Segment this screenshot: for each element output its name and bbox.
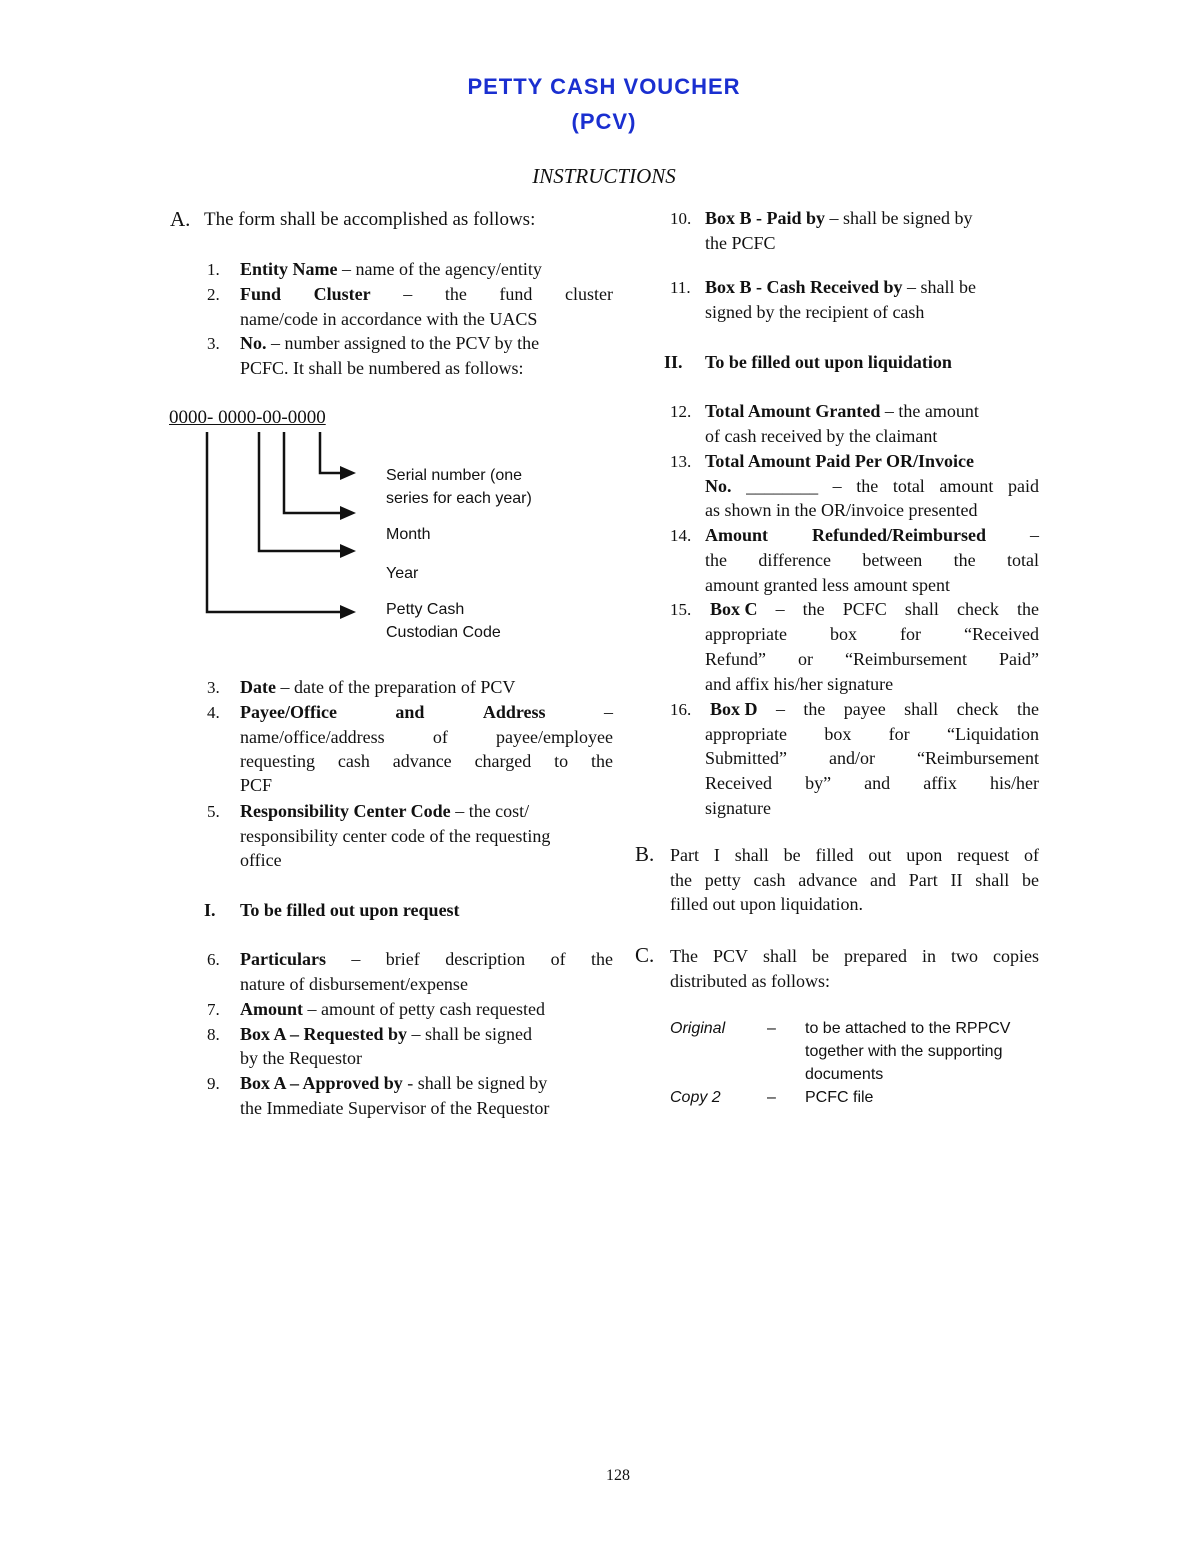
list-item	[240, 997, 545, 1021]
item-term: Amount	[240, 999, 304, 1019]
item-word: brief	[385, 949, 420, 969]
item-number: 4.	[207, 703, 220, 722]
item-term: Date	[240, 677, 276, 697]
item-desc: – shall be	[902, 277, 976, 297]
list-item	[240, 947, 613, 971]
item-continuation: PCF	[240, 775, 273, 795]
item-term: Responsibility Center Code	[240, 801, 451, 821]
copy-label: Copy 2	[670, 1089, 721, 1106]
item-continuation	[705, 771, 1039, 795]
item-word: check	[956, 599, 999, 619]
pcc-arrow-line	[207, 432, 342, 612]
item-word: request	[957, 845, 1010, 865]
list-item	[240, 1071, 547, 1095]
item-word: shall	[975, 870, 1010, 890]
item-number: 6.	[207, 950, 220, 969]
item-word: –	[403, 284, 413, 304]
item-word: total	[1006, 550, 1039, 570]
item-desc: – shall be signed by	[825, 208, 973, 228]
item-word: and	[869, 870, 896, 890]
list-item	[710, 697, 1039, 721]
item-continuation: signed by the recipient of cash	[705, 302, 925, 322]
page-title: PETTY CASH VOUCHER	[467, 74, 741, 99]
item-number: 5.	[207, 802, 220, 821]
item-word: his/her	[990, 773, 1039, 793]
item-term: Address	[482, 702, 546, 722]
list-item	[705, 523, 1039, 547]
section-b-text: filled out upon liquidation.	[670, 894, 863, 914]
copy-desc: together with the supporting	[805, 1043, 1003, 1060]
item-term: No.	[705, 476, 732, 496]
item-word: by”	[805, 773, 832, 793]
item-word: Part	[908, 870, 938, 890]
item-continuation: PCFC. It shall be numbered as follows:	[240, 358, 524, 378]
item-word: shall	[904, 699, 939, 719]
item-term: Fund	[240, 284, 282, 304]
item-number: 9.	[207, 1074, 220, 1093]
item-word: be	[783, 845, 801, 865]
item-word: I	[713, 845, 720, 865]
item-word: cash	[337, 751, 370, 771]
month-label: Month	[386, 526, 431, 543]
item-term: Box A – Requested by	[240, 1024, 408, 1044]
item-word: the	[670, 870, 692, 890]
item-word: –	[1030, 525, 1039, 545]
serial-label: Serial number (one	[386, 467, 523, 484]
item-continuation	[240, 749, 613, 773]
item-term: Payee/Office	[240, 702, 337, 722]
item-word: for	[888, 724, 910, 744]
item-word: fund	[499, 284, 533, 304]
list-item	[705, 399, 979, 423]
section-letter: A.	[170, 207, 191, 231]
item-term: Total Amount Granted	[705, 401, 881, 421]
section-c-text	[670, 944, 1039, 968]
part-number: I.	[204, 900, 216, 920]
item-term: and	[395, 702, 425, 722]
item-word: amount	[939, 476, 994, 496]
item-number: 1.	[207, 260, 220, 279]
item-continuation: the PCFC	[705, 233, 776, 253]
item-number: 10.	[670, 209, 692, 228]
item-word: name/office/address	[240, 727, 385, 747]
item-word: advance	[392, 751, 452, 771]
item-term: Box B - Cash Received by	[705, 277, 903, 297]
item-word: difference	[758, 550, 831, 570]
item-word: shall	[734, 845, 769, 865]
item-continuation: as shown in the OR/invoice presented	[705, 500, 978, 520]
item-word: be	[1021, 870, 1039, 890]
list-item	[240, 799, 529, 823]
item-continuation: office	[240, 850, 282, 870]
page-subtitle: (PCV)	[571, 109, 637, 134]
item-word: The	[670, 946, 698, 966]
number-format: 0000- 0000-00-0000	[169, 407, 326, 428]
item-term: Particulars	[240, 949, 326, 969]
item-word: cash	[753, 870, 786, 890]
item-word: payee	[843, 699, 886, 719]
section-a-text: The form shall be accomplished as follows:	[204, 209, 536, 230]
item-word: of	[1024, 845, 1039, 865]
item-word: the	[802, 599, 825, 619]
item-word: total	[892, 476, 925, 496]
item-word: requesting	[240, 751, 315, 771]
item-term: Box C	[710, 599, 758, 619]
item-word: description	[445, 949, 526, 969]
item-word: charged	[474, 751, 532, 771]
item-continuation: name/code in accordance with the UACS	[240, 309, 538, 329]
item-word: of	[432, 727, 448, 747]
item-word: and/or	[829, 748, 875, 768]
item-word: out	[868, 845, 892, 865]
item-word: the	[856, 476, 879, 496]
item-word: the	[705, 550, 727, 570]
pcc-label: Custodian Code	[386, 624, 501, 641]
copy-dash: –	[767, 1020, 776, 1037]
arrowhead-icon	[340, 544, 356, 558]
list-item	[705, 206, 973, 230]
item-word: II	[950, 870, 963, 890]
item-number: 11.	[670, 278, 691, 297]
copy-desc: documents	[805, 1066, 884, 1083]
item-term: Total Amount Paid Per OR/Invoice	[705, 451, 975, 471]
section-b-text	[670, 843, 1039, 867]
item-number: 14.	[670, 526, 692, 545]
item-word: Received	[705, 773, 772, 793]
item-continuation	[705, 474, 1039, 498]
part-heading: To be filled out upon request	[240, 900, 460, 920]
item-word: the	[953, 550, 976, 570]
item-continuation: the Immediate Supervisor of the Requestor	[240, 1098, 550, 1118]
section-b-text	[670, 868, 1039, 892]
item-word: in	[921, 946, 936, 966]
item-word: PCFC	[842, 599, 887, 619]
section-letter: C.	[635, 943, 655, 967]
item-word: the	[590, 949, 613, 969]
item-word: “Received	[964, 624, 1039, 644]
page-number: 128	[606, 1467, 630, 1484]
section-letter: B.	[635, 842, 655, 866]
part-number: II.	[664, 352, 683, 372]
item-word: PCV	[712, 946, 748, 966]
item-number: 8.	[207, 1025, 220, 1044]
item-word: “Liquidation	[947, 724, 1039, 744]
item-word: the	[1016, 699, 1039, 719]
item-continuation: and affix his/her signature	[705, 674, 894, 694]
item-word: paid	[1007, 476, 1039, 496]
item-term: Box B - Paid by	[705, 208, 826, 228]
section-c-text: distributed as follows:	[670, 971, 830, 991]
list-item	[705, 275, 976, 299]
item-word: Paid”	[999, 649, 1039, 669]
item-continuation: of cash received by the claimant	[705, 426, 938, 446]
year-label: Year	[386, 565, 419, 582]
item-word: appropriate	[705, 624, 787, 644]
item-term: Amount	[705, 525, 769, 545]
item-word: Part	[670, 845, 699, 865]
item-word: copies	[992, 946, 1039, 966]
item-continuation	[705, 548, 1039, 572]
item-number: 15.	[670, 600, 692, 619]
item-word: appropriate	[705, 724, 787, 744]
item-word: box	[829, 624, 857, 644]
item-continuation	[705, 647, 1039, 671]
item-term: Entity Name	[240, 259, 338, 279]
item-continuation: by the Requestor	[240, 1048, 362, 1068]
item-term: No.	[240, 333, 267, 353]
item-word: upon	[906, 845, 943, 865]
item-word: –	[351, 949, 361, 969]
item-continuation: nature of disbursement/expense	[240, 974, 468, 994]
item-word: Submitted”	[705, 748, 787, 768]
arrowhead-icon	[340, 506, 356, 520]
item-continuation	[705, 722, 1039, 746]
item-continuation	[705, 746, 1039, 770]
copy-desc: to be attached to the RPPCV	[805, 1020, 1011, 1037]
copy-desc: PCFC file	[805, 1089, 874, 1106]
item-word: –	[775, 699, 785, 719]
item-continuation	[240, 725, 613, 749]
item-desc: - shall be signed by	[402, 1073, 548, 1093]
serial-label: series for each year)	[386, 490, 532, 507]
item-number: 13.	[670, 452, 692, 471]
arrowhead-icon	[340, 466, 356, 480]
item-word: the	[444, 284, 467, 304]
item-word: box	[824, 724, 852, 744]
item-term: Cluster	[313, 284, 371, 304]
item-word: Refund”	[705, 649, 766, 669]
item-number: 3.	[207, 678, 220, 697]
item-number: 2.	[207, 285, 220, 304]
item-desc: – date of the preparation of PCV	[275, 677, 516, 697]
item-word: check	[956, 699, 999, 719]
copy-dash: –	[767, 1089, 776, 1106]
item-word: between	[862, 550, 923, 570]
item-word: shall	[904, 599, 939, 619]
item-word: the	[590, 751, 613, 771]
item-word: –	[832, 476, 842, 496]
item-word: the	[803, 699, 826, 719]
item-desc: – shall be signed	[407, 1024, 533, 1044]
item-word: prepared	[844, 946, 907, 966]
item-word: and	[864, 773, 891, 793]
copy-label: Original	[670, 1020, 726, 1037]
item-word: –	[603, 702, 613, 722]
item-word: “Reimbursement	[917, 748, 1039, 768]
item-desc: – amount of petty cash requested	[303, 999, 545, 1019]
item-word: two	[950, 946, 978, 966]
item-word: shall	[763, 946, 797, 966]
item-word: the	[1017, 599, 1039, 619]
item-word: be	[812, 946, 829, 966]
pcc-label: Petty Cash	[386, 601, 465, 618]
item-desc: – number assigned to the PCV by the	[266, 333, 540, 353]
list-item	[240, 675, 515, 699]
arrowhead-icon	[340, 605, 356, 619]
item-term: Box A – Approved by	[240, 1073, 403, 1093]
item-continuation: signature	[705, 798, 771, 818]
item-desc: – the amount	[880, 401, 979, 421]
item-number: 7.	[207, 1000, 220, 1019]
item-continuation: responsibility center code of the requesting	[240, 826, 551, 846]
item-word: or	[798, 649, 813, 669]
item-word: filled	[815, 845, 854, 865]
item-word: –	[775, 599, 785, 619]
item-desc: – name of the agency/entity	[337, 259, 542, 279]
item-word: petty	[704, 870, 741, 890]
year-arrow-line	[259, 432, 342, 551]
item-continuation: amount granted less amount spent	[705, 575, 950, 595]
item-word: ________	[746, 476, 819, 496]
item-word: payee/employee	[496, 727, 613, 747]
item-word: cluster	[565, 284, 613, 304]
instructions-heading: INSTRUCTIONS	[532, 164, 676, 188]
serial-arrow-line	[320, 432, 342, 473]
item-word: for	[900, 624, 921, 644]
part-heading: To be filled out upon liquidation	[705, 352, 952, 372]
item-term: Refunded/Reimbursed	[812, 525, 987, 545]
item-number: 12.	[670, 402, 692, 421]
item-word: to	[554, 751, 569, 771]
list-item	[240, 700, 613, 724]
item-desc: – the cost/	[450, 801, 530, 821]
item-word: “Reimbursement	[845, 649, 967, 669]
item-number: 3.	[207, 334, 220, 353]
item-word: advance	[798, 870, 858, 890]
list-item	[240, 1022, 532, 1046]
item-word: of	[550, 949, 566, 969]
item-term: Box D	[710, 699, 758, 719]
list-item	[710, 597, 1039, 621]
item-continuation	[705, 622, 1039, 646]
item-word: affix	[923, 773, 957, 793]
item-number: 16.	[670, 700, 692, 719]
